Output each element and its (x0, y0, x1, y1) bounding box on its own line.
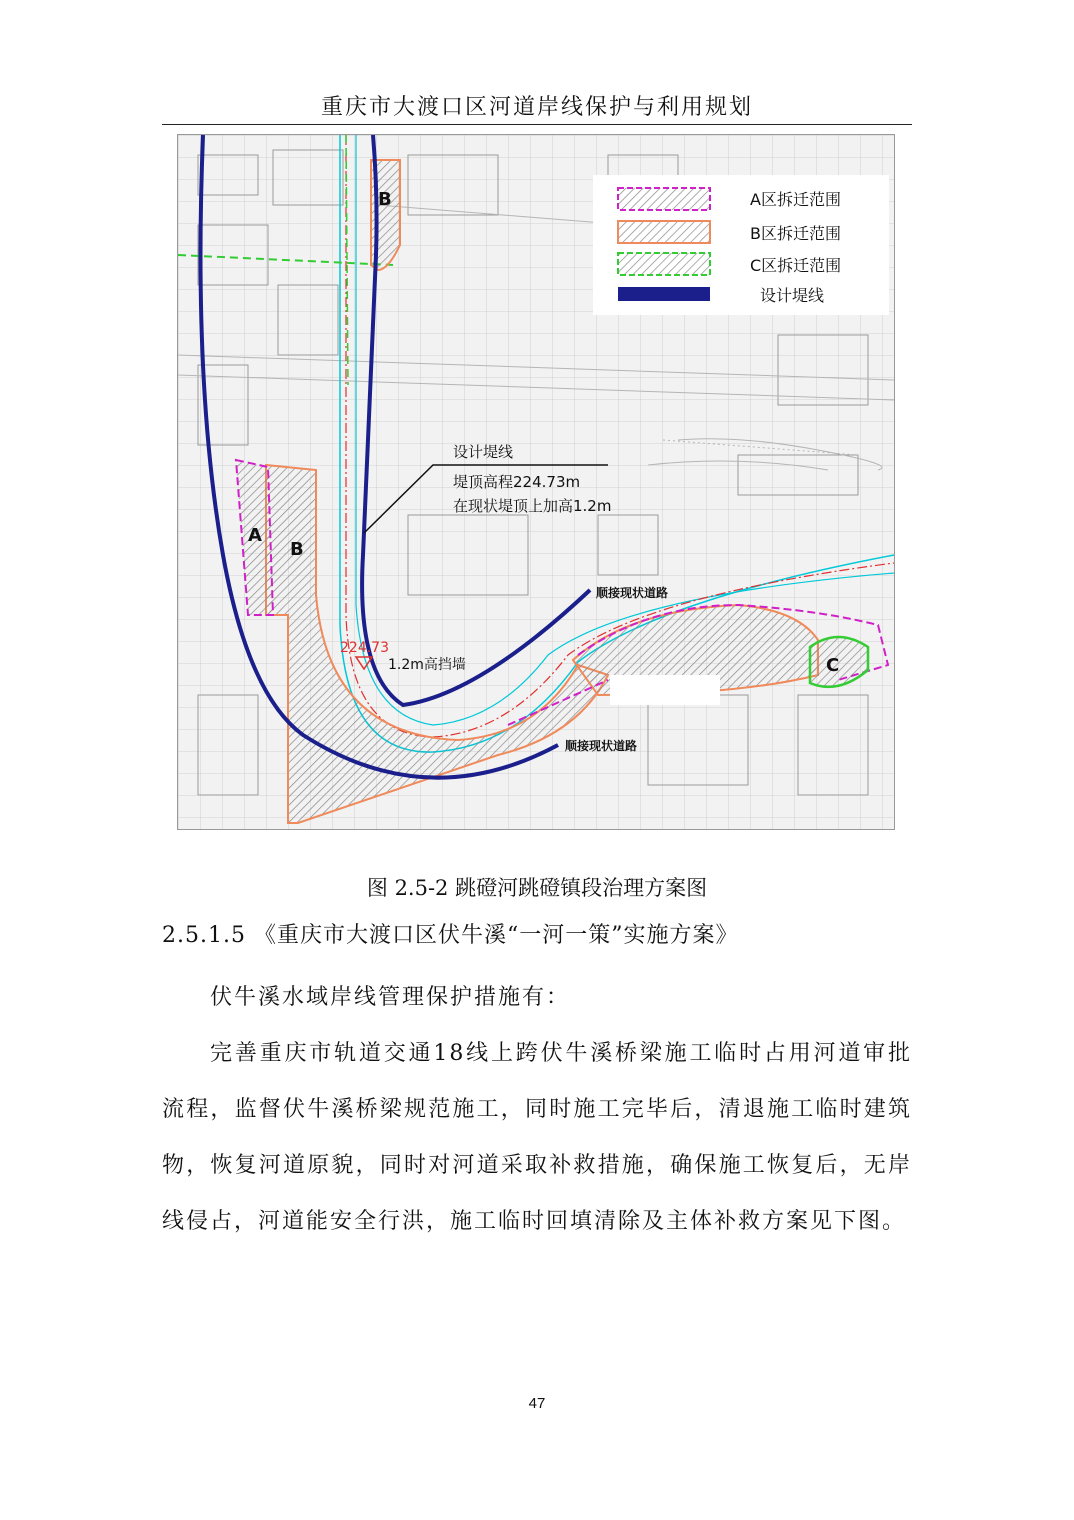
figure-caption: 图 2.5-2 跳磴河跳磴镇段治理方案图 (366, 876, 708, 900)
wall-label: 1.2m高挡墙 (388, 657, 466, 673)
legend-label-zone-c: C区拆迁范围 (750, 256, 842, 275)
zone-label-a: A (248, 525, 262, 546)
legend-swatch-zone-a (618, 188, 710, 210)
elevation-value: 224.73 (340, 640, 389, 656)
legend-label-zone-b: B区拆迁范围 (750, 224, 841, 243)
section-heading: 2.5.1.5 《重庆市大渡口区伏牛溪“一河一策”实施方案》 (162, 923, 739, 948)
legend-swatch-zone-b (618, 221, 710, 243)
zone-label-b-left: B (290, 539, 304, 560)
callout-line-2: 堤顶高程224.73m (453, 473, 581, 491)
paragraph-measures: 完善重庆市轨道交通18线上跨伏牛溪桥梁施工临时占用河道审批流程，监督伏牛溪桥梁规范施工，同时施工完毕后，清退施工临时建筑物，恢复河道原貌，同时对河道采取补救措施，确保施工恢复后，无岸线侵占，河道能安全行洪，施工临时回填清除及主体补救方案见下图。 (162, 1041, 912, 1234)
legend-label-zone-a: A区拆迁范围 (750, 190, 841, 209)
header-rule (162, 124, 912, 125)
callout-line-3: 在现状堤顶上加高1.2m (453, 497, 612, 515)
plan-map (178, 135, 894, 829)
legend-swatch-embankment (618, 287, 710, 301)
white-clearing (610, 675, 720, 705)
road-label-upper: 顺接现状道路 (596, 586, 669, 600)
legend-label-embankment: 设计堤线 (760, 286, 825, 305)
page-number: 47 (528, 1395, 546, 1412)
zone-label-c: C (826, 655, 840, 676)
legend-swatch-zone-c (618, 253, 710, 275)
plan-map-figure (177, 134, 895, 830)
zone-label-b-top: B (378, 189, 392, 210)
callout-line-1: 设计堤线 (453, 443, 514, 461)
paragraph-intro: 伏牛溪水域岸线管理保护措施有： (210, 985, 571, 1010)
road-label-lower: 顺接现状道路 (565, 739, 638, 753)
running-header: 重庆市大渡口区河道岸线保护与利用规划 (320, 95, 753, 120)
legend (593, 175, 889, 315)
